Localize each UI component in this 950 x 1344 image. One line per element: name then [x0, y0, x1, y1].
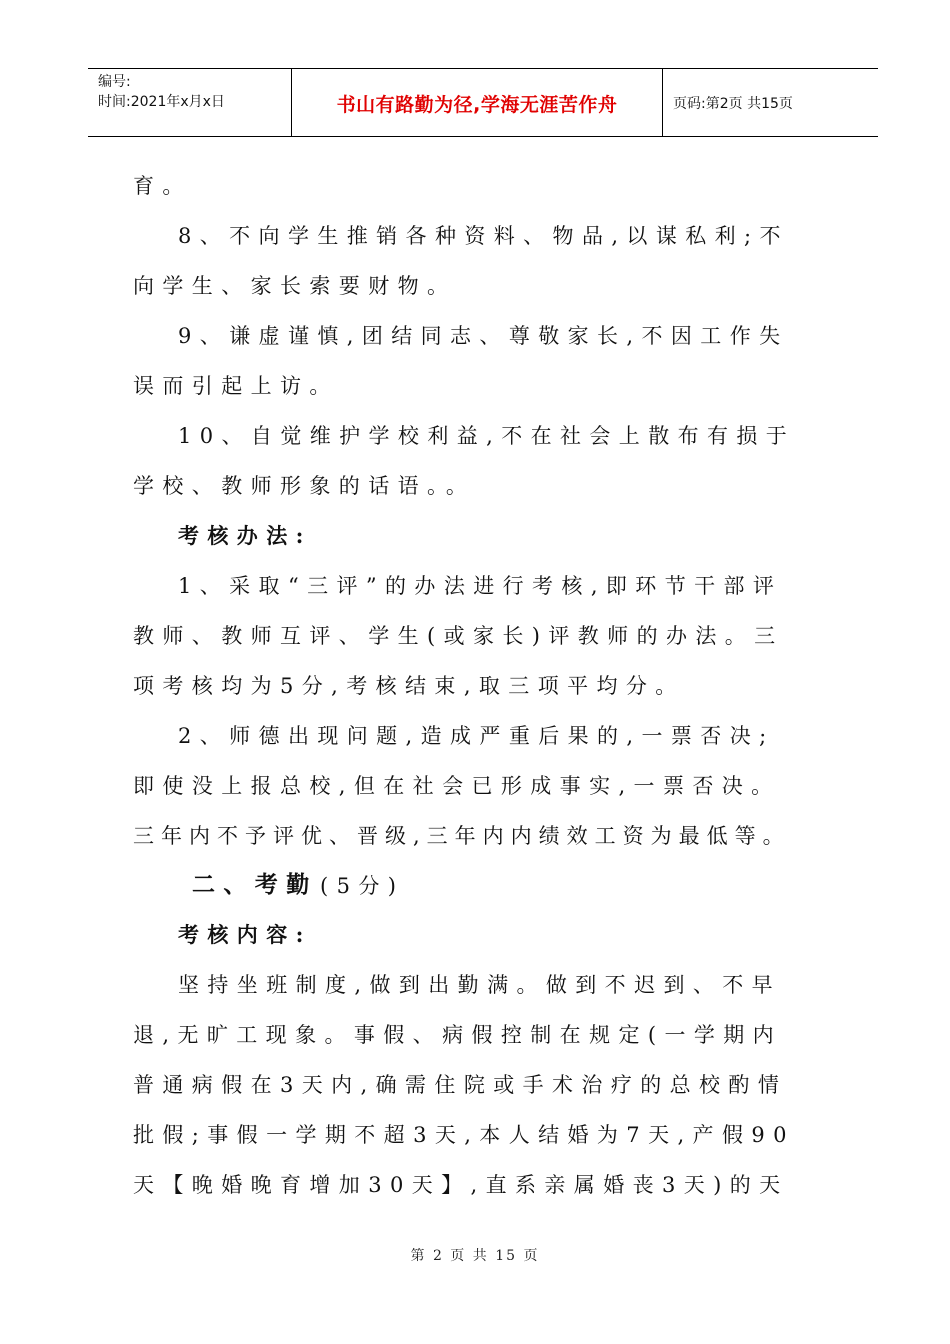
body-line: 1、采取“三评”的办法进行考核,即环节干部评: [178, 574, 783, 598]
assessment-content-heading: 考核内容:: [178, 922, 312, 947]
body-line: 退,无旷工现象。事假、病假控制在规定(一学期内: [133, 1023, 783, 1047]
section-heading-attendance: 二、考勤: [192, 872, 318, 898]
header-top-rule: [88, 68, 878, 69]
header-bottom-rule: [88, 136, 878, 137]
body-line: 教师、教师互评、学生(或家长)评教师的办法。三: [133, 624, 784, 648]
body-line: 9、谦虚谨慎,团结同志、尊敬家长,不因工作失: [178, 324, 789, 348]
body-line: 8、不向学生推销各种资料、物品,以谋私利;不: [178, 224, 789, 248]
body-line: 三年内不予评优、晋级,三年内内绩效工资为最低等。: [133, 824, 791, 848]
body-line: 即使没上报总校,但在社会已形成事实,一票否决。: [133, 774, 781, 798]
header-divider-right: [662, 68, 663, 136]
body-line: 学校、教师形象的话语。。: [133, 474, 476, 498]
body-line: 误而引起上访。: [133, 374, 339, 398]
body-line: 项考核均为5分,考核结束,取三项平均分。: [133, 674, 685, 698]
body-line: 10、自觉维护学校利益,不在社会上散布有损于: [178, 424, 796, 448]
footer-page-number: 第 2 页 共 15 页: [410, 1248, 540, 1264]
body-line: 2、师德出现问题,造成严重后果的,一票否决;: [178, 724, 775, 748]
body-line: 向学生、家长索要财物。: [133, 274, 457, 298]
header-page-info: 页码:第2页 共15页: [673, 96, 793, 112]
body-line: 普通病假在3天内,确需住院或手术治疗的总校酌情: [133, 1073, 788, 1097]
body-line: 天【晚婚晚育增加30天】,直系亲属婚丧3天)的天: [133, 1173, 789, 1197]
assessment-method-heading: 考核办法:: [178, 523, 312, 548]
header-motto: 书山有路勤为径,学海无涯苦作舟: [336, 94, 618, 116]
body-line: 育。: [133, 174, 192, 198]
date-label: 时间:2021年x月x日: [98, 94, 225, 110]
body-line: 批假;事假一学期不超3天,本人结婚为7天,产假90: [133, 1123, 795, 1147]
section-score-note: (5分): [320, 874, 405, 898]
serial-number-label: 编号:: [98, 74, 131, 90]
body-line: 坚持坐班制度,做到出勤满。做到不迟到、不早: [178, 973, 782, 997]
